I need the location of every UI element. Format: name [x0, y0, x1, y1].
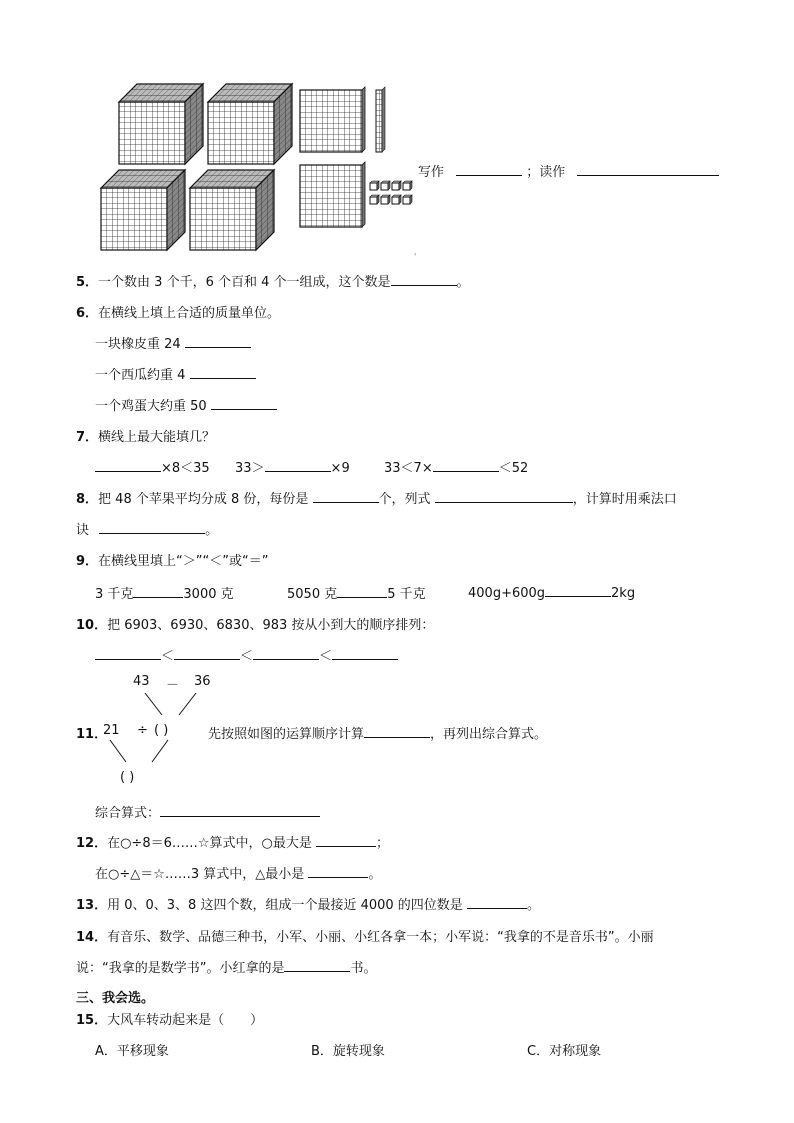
- question-number: 13．: [76, 898, 108, 913]
- tree-line: [145, 693, 162, 715]
- q6-item-egg: [95, 395, 277, 414]
- answer-blank[interactable]: [253, 646, 319, 660]
- answer-blank[interactable]: [364, 724, 430, 738]
- question-text: 在○÷8＝6……☆算式中，○最大是: [107, 836, 312, 851]
- equation-blank[interactable]: [435, 489, 573, 503]
- question-14: [76, 926, 654, 945]
- option-b[interactable]: B．旋转现象: [311, 1044, 385, 1059]
- q6-item-eraser: [95, 333, 251, 352]
- compare-right: 5 千克: [387, 587, 426, 602]
- answer-blank[interactable]: [391, 272, 457, 286]
- answer-blank[interactable]: [545, 583, 611, 597]
- punct: 。: [456, 275, 470, 290]
- question-12: [76, 832, 389, 851]
- less-than: ＜: [161, 649, 175, 664]
- option-a[interactable]: A．平移现象: [95, 1044, 169, 1059]
- punct: 。: [526, 898, 540, 913]
- q9-compare-1: [95, 583, 234, 602]
- answer-blank[interactable]: [313, 489, 379, 503]
- thousand-cube-3: [101, 170, 185, 250]
- write-label: 写作: [418, 165, 445, 180]
- question-text: 个，列式: [378, 492, 431, 507]
- answer-blank[interactable]: [332, 646, 398, 660]
- question-text: 把 48 个苹果平均分成 8 份，每份是: [98, 492, 309, 507]
- question-number: 7．: [76, 430, 99, 445]
- question-text: 一个数由 3 个千，6 个百和 4 个一组成，这个数是: [98, 275, 391, 290]
- answer-blank[interactable]: [190, 365, 256, 379]
- question-number: 6．: [76, 306, 99, 321]
- q9-compare-3: [468, 583, 635, 601]
- tree-number-36: 36: [194, 674, 211, 689]
- ten-rod: [376, 87, 385, 152]
- question-number: 10．: [76, 618, 108, 633]
- tree-operator-minus: －: [166, 678, 180, 693]
- question-7: [76, 426, 215, 445]
- answer-blank[interactable]: [284, 958, 350, 972]
- unit-cubes: [370, 181, 412, 204]
- base-ten-blocks-figure: [0, 0, 794, 260]
- q6-item-watermelon: [95, 364, 256, 383]
- write-blank[interactable]: [456, 162, 522, 176]
- option-c[interactable]: C．对称现象: [527, 1044, 602, 1059]
- hundred-flat-2: [300, 162, 365, 227]
- answer-blank[interactable]: [185, 334, 251, 348]
- q7-expr-3: [384, 457, 528, 476]
- compare-left: 5050 克: [287, 587, 338, 602]
- question-15: [76, 1009, 263, 1028]
- question-number: 8．: [76, 492, 99, 507]
- question-number: 11．: [76, 727, 108, 742]
- expr-text: 33＜7×: [384, 461, 433, 476]
- hundred-flat-1: [300, 87, 365, 152]
- question-9: [76, 550, 268, 569]
- q11-combined: [95, 802, 320, 821]
- q4-answer-line: [418, 161, 719, 180]
- question-text: 把 6903、6930、6830、983 按从小到大的顺序排列：: [107, 618, 435, 633]
- less-than: ＜: [319, 649, 333, 664]
- answer-blank[interactable]: [265, 458, 331, 472]
- read-blank[interactable]: [577, 162, 719, 176]
- compare-right: 3000 克: [183, 587, 234, 602]
- q10-ordering-line: [95, 645, 398, 664]
- thousand-cube-1: [119, 84, 203, 164]
- item-text: 一个鸡蛋大约重 50: [95, 399, 207, 414]
- question-12-line2: [95, 863, 381, 882]
- less-than: ＜: [240, 649, 254, 664]
- question-8: [76, 488, 677, 507]
- tree-final-paren[interactable]: ( ): [120, 770, 135, 785]
- question-number: 15．: [76, 1013, 108, 1028]
- answer-blank[interactable]: [433, 458, 499, 472]
- tree-line: [179, 693, 196, 715]
- read-label: ；读作: [526, 165, 566, 180]
- question-text: 书。: [350, 961, 377, 976]
- tree-number-43: 43: [133, 674, 150, 689]
- thousand-cube-4: [190, 170, 274, 250]
- q11-instruction: [208, 723, 547, 742]
- question-14-line2: [76, 957, 377, 976]
- question-10: [76, 614, 434, 633]
- combined-label: 综合算式：: [95, 806, 161, 821]
- question-text: 在横线里填上“＞”“＜”或“＝”: [98, 554, 269, 569]
- question-6: [76, 302, 280, 321]
- tree-number-21: 21: [103, 723, 120, 738]
- item-text: 一个西瓜约重 4: [95, 368, 186, 383]
- question-text: ，再列出综合算式。: [430, 727, 548, 742]
- question-text: 在横线上填上合适的质量单位。: [98, 306, 281, 321]
- answer-blank[interactable]: [95, 646, 161, 660]
- question-13: [76, 894, 540, 913]
- question-text: 大风车转动起来是（ ）: [107, 1013, 264, 1028]
- punct: ；: [376, 836, 390, 851]
- tree-operator-divide: ÷: [137, 723, 148, 738]
- question-text: 在○÷△＝☆……3 算式中，△最小是: [95, 867, 305, 882]
- thousand-cube-2: [208, 84, 292, 164]
- question-number: 5．: [76, 275, 99, 290]
- question-text: 横线上最大能填几？: [98, 430, 216, 445]
- combined-blank[interactable]: [160, 803, 320, 817]
- q7-expr-1: [95, 457, 210, 476]
- question-text: 诀: [76, 523, 90, 538]
- compare-left: 3 千克: [95, 587, 134, 602]
- question-number: 9．: [76, 554, 99, 569]
- expr-text: ×8＜35: [161, 461, 210, 476]
- q9-compare-2: [287, 583, 426, 602]
- section-title: 三、我会选。: [76, 991, 155, 1006]
- punct: 。: [205, 523, 219, 538]
- tree-result-paren[interactable]: ( ): [154, 723, 169, 738]
- answer-blank[interactable]: [133, 584, 183, 598]
- answer-blank[interactable]: [308, 864, 368, 878]
- compare-right: 2kg: [611, 586, 636, 601]
- tree-line: [110, 740, 126, 762]
- question-text: 有音乐、数学、品德三种书，小军、小丽、小红各拿一本；小军说：“我拿的不是音乐书”。小丽: [107, 930, 654, 945]
- answer-blank[interactable]: [316, 833, 376, 847]
- question-text: 说：“我拿的是数学书”。小红拿的是: [76, 961, 285, 976]
- answer-blank[interactable]: [467, 895, 527, 909]
- item-text: 一块橡皮重 24: [95, 337, 181, 352]
- question-text: 用 0、0、3、8 这四个数，组成一个最接近 4000 的四位数是: [107, 898, 463, 913]
- answer-blank[interactable]: [337, 584, 387, 598]
- answer-blank[interactable]: [95, 458, 161, 472]
- answer-blank[interactable]: [174, 646, 240, 660]
- punct: 。: [368, 867, 382, 882]
- svg-text:‹: ‹: [414, 251, 417, 258]
- question-number: 14．: [76, 930, 108, 945]
- expr-text: ＜52: [498, 461, 529, 476]
- expr-text: ×9: [330, 461, 350, 476]
- question-number: 12．: [76, 836, 108, 851]
- answer-blank[interactable]: [211, 396, 277, 410]
- expr-text: 33＞: [235, 461, 265, 476]
- q7-expr-2: [235, 457, 350, 476]
- question-text: 先按照如图的运算顺序计算: [208, 727, 365, 742]
- question-5: [76, 271, 470, 290]
- compare-left: 400g+600g: [468, 586, 546, 601]
- question-8-line2: [76, 519, 218, 538]
- question-text: ，计算时用乘法口: [572, 492, 677, 507]
- multiplication-rhyme-blank[interactable]: [99, 520, 205, 534]
- tree-line: [152, 740, 168, 762]
